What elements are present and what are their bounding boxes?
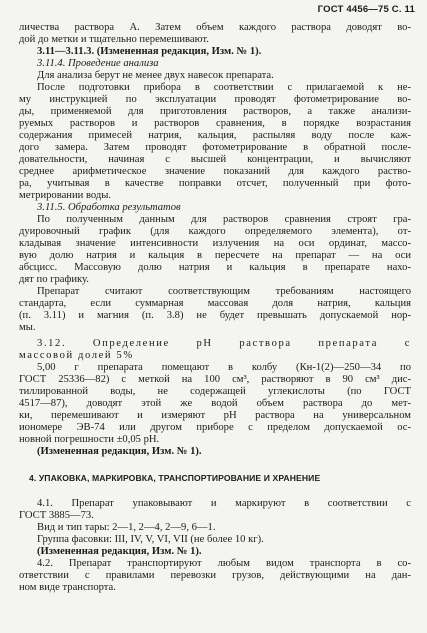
text-line: Группа фасовки: III, IV, V, VI, VII (не более 10 кг). [37,534,264,545]
text-line: абсцисс. Массовую долю натрия и кальция в препарате нахо- [19,262,411,273]
text-line: ки, перемешивают и измеряют pH раствора на универсальном [19,410,411,421]
text-line: Для анализа берут не менее двух навесок препарата. [37,70,274,81]
text-line: дого замера. Затем проводят фотометрирование в обратной после- [19,142,411,153]
text-line: (п. 3.11) и магния (п. 3.8) не будет превышать допускаемой нор- [19,310,411,321]
text-line: метрировании воды. [19,190,112,201]
section-heading: 4. УПАКОВКА, МАРКИРОВКА, ТРАНСПОРТИРОВАНИЕ И ХРАНЕНИЕ [29,473,321,483]
clause-heading: 3.12. Определение pH раствора препарата с [37,338,411,349]
text-line: дуировочный график (для каждого определяемого элемента), от- [19,226,411,237]
text-line: личества раствора А. Затем объем каждого раствора доводят во- [19,22,411,33]
text-line: иономере ЭВ-74 или другом приборе с пределом допускаемой ос- [19,422,411,433]
clause-amendment: (Измененная редакция, Изм. № 1). [37,546,202,557]
document-body [19,22,411,594]
text-line: содержания примесей натрия, кальция, распыляя воду после каж- [19,130,411,141]
text-line: После подготовки прибора в соответствии с прилагаемой к не- [37,82,411,93]
clause-heading: 3.11.4. Проведение анализа [37,58,159,69]
clause-heading: массовой долей 5% [19,350,134,361]
text-line: ды, применяемой для приготовления растворов, а также анализи- [19,106,411,117]
text-line: новной погрешности ±0,05 pH. [19,434,160,445]
text-line: кладывая значение интенсивности излучения на оси ординат, массо- [19,238,411,249]
text-line: ном виде транспорта. [19,582,116,593]
text-line: 4.2. Препарат транспортируют любым видом транспорта в со- [37,558,411,569]
text-line: 4.1. Препарат упаковывают и маркируют в соответствии с [37,498,411,509]
text-line: ответствии с правилами перевозки грузов, действующими на дан- [19,570,411,581]
text-line: дят по графику. [19,274,89,285]
text-line: тиллированной воды, не содержащей углекислоты (по ГОСТ [19,386,411,397]
text-line: мы. [19,322,36,333]
text-line: руемых растворов и растворов сравнения, в порядке возрастания [19,118,411,129]
text-line: дой до метки и тщательно перемешивают. [19,34,209,45]
text-line: 4517—87), доводят этой же водой объем раствора до мет- [19,398,411,409]
text-line: му инструкцией по эксплуатации проводят фотометрирование во- [19,94,411,105]
page-header: ГОСТ 4456—75 С. 11 [317,4,415,15]
clause-heading: 3.11.5. Обработка результатов [37,202,181,213]
text-line: ГОСТ 3885—73. [19,510,94,521]
text-line: довательности, начиная с высшей концентрации, и вычисляют [19,154,411,165]
text-line: стандарта, если суммарная массовая доля натрия, кальция [19,298,411,309]
text-line: среднее арифметическое значение показаний для каждого раство- [19,166,411,177]
text-line: 5,00 г препарата помещают в колбу (Кн-1(2)—250—34 по [37,362,411,373]
clause-amendment: (Измененная редакция, Изм. № 1). [37,446,202,457]
text-line: Вид и тип тары: 2—1, 2—4, 2—9, 6—1. [37,522,216,533]
text-line: Препарат считают соответствующим требованиям настоящего [37,286,411,297]
text-line: вую долю натрия и кальция в пересчете на препарат — на оси [19,250,411,261]
clause-amendment: 3.11—3.11.3. (Измененная редакция, Изм. № 1). [37,46,262,57]
text-line: ра, учитывая в качестве поправки отсчет, полученный при фото- [19,178,411,189]
text-line: По полученным данным для растворов сравнения строят гра- [37,214,411,225]
text-line: ГОСТ 25336—82) с меткой на 100 см³, растворяют в 90 см³ дис- [19,374,411,385]
